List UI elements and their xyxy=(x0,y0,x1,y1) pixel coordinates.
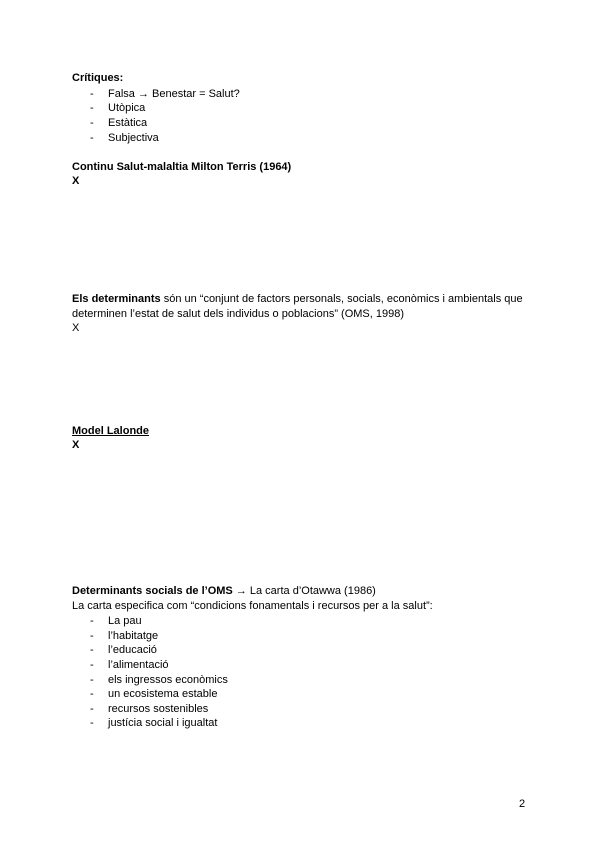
list-item: Subjectiva xyxy=(108,132,159,144)
list-bullet: - xyxy=(90,688,94,700)
list-item: La pau xyxy=(108,615,142,627)
list-item: Falsa → Benestar = Salut? xyxy=(108,88,240,100)
critiques-heading: Crítiques: xyxy=(72,72,124,84)
list-bullet: - xyxy=(90,674,94,686)
determinants-paragraph-line1 xyxy=(72,292,523,307)
list-bullet: - xyxy=(90,659,94,671)
list-bullet: - xyxy=(90,644,94,656)
continu-heading: Continu Salut-malaltia Milton Terris (1964) xyxy=(72,161,292,173)
lalonde-mark: X xyxy=(72,439,80,451)
list-bullet: - xyxy=(90,615,94,627)
list-item: l’habitatge xyxy=(108,630,159,642)
oms-intro: La carta especifica com “condicions fonamentals i recursos per a la salut”: xyxy=(72,600,433,612)
list-bullet: - xyxy=(90,703,94,715)
determinants-text: són un “conjunt de factors personals, socials, econòmics i ambientals que xyxy=(160,293,523,305)
list-item: Utòpica xyxy=(108,102,146,114)
determinants-paragraph-line2: determinen l’estat de salut dels individus o poblacions” (OMS, 1998) xyxy=(72,308,405,320)
oms-heading-line xyxy=(72,584,376,599)
list-item: l’educació xyxy=(108,644,157,656)
list-item: un ecosistema estable xyxy=(108,688,218,700)
list-item: l’alimentació xyxy=(108,659,169,671)
determinants-mark: X xyxy=(72,322,80,334)
list-item: justícia social i igualtat xyxy=(108,717,218,729)
list-bullet: - xyxy=(90,132,94,144)
lalonde-heading: Model Lalonde xyxy=(72,425,149,437)
list-bullet: - xyxy=(90,630,94,642)
list-item: els ingressos econòmics xyxy=(108,674,228,686)
list-item: Estàtica xyxy=(108,117,148,129)
continu-mark: X xyxy=(72,175,80,187)
oms-heading: Determinants socials de l’OMS xyxy=(72,585,233,597)
list-bullet: - xyxy=(90,102,94,114)
list-bullet: - xyxy=(90,88,94,100)
list-bullet: - xyxy=(90,717,94,729)
list-bullet: - xyxy=(90,117,94,129)
oms-arrow-text: → La carta d’Otawwa (1986) xyxy=(232,585,376,597)
page-number: 2 xyxy=(519,798,526,810)
list-item: recursos sostenibles xyxy=(108,703,209,715)
determinants-term: Els determinants xyxy=(72,293,161,305)
